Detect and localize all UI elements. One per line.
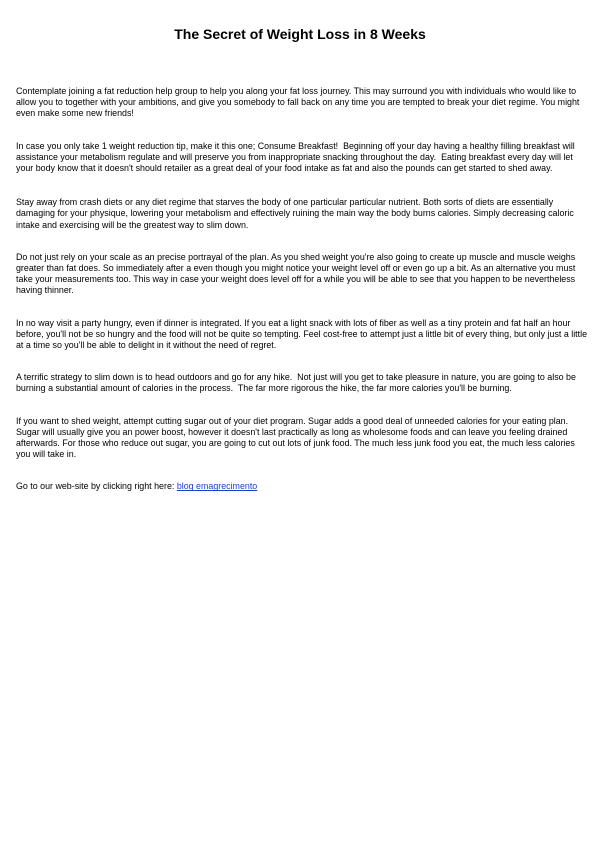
paragraph-crash-diets: Stay away from crash diets or any diet regime that starves the body of one particular particular nutrient. Both sorts of diets are essentially damaging for your physique, lowering your metabolism and effectively ruining the main way the body burns calories. Simply decreasing caloric intake and exercising will be the greatest way to slim down.: [16, 197, 577, 230]
closing-text: Go to our web-site by clicking right here:: [16, 481, 177, 492]
paragraph-party: In no way visit a party hungry, even if dinner is integrated. If you eat a light snack with lots of fiber as well as a tiny protein and fat half an hour before, you'll not be so hungry and the food will not be quite so tempting. Feel cost-free to attempt just a little bit of every thing, but only just a little at a time so you'll be able to delight in it without the need of regret.: [16, 317, 590, 351]
paragraph-scale: Do not just rely on your scale as an precise portrayal of the plan. As you shed weight you're also going to create up muscle and muscle weighs greater than fat does. So immediately after a even though you might notice your weight level off or even go up a bit. As an alternative you must take your measurements too. This way in case your weight does level off for a while you will be able to see that you happen to be nevertheless having thinner.: [16, 251, 578, 296]
paragraph-hike: A terrific strategy to slim down is to head outdoors and go for any hike. Not just will you get to take pleasure in nature, you are going to also be burning a substantial amount of calories in the process. The far more rigorous the hike, the far more calories you'll be burning.: [16, 372, 579, 394]
page-title: The Secret of Weight Loss in 8 Weeks: [174, 26, 426, 42]
paragraph-support-group: Contemplate joining a fat reduction help group to help you along your fat loss journey. This may surround you with individuals who would like to allow you to together with your ambitions, and give you somebody to fall back on any time you are tempted to break your diet regime. You might even make some new friends!: [16, 86, 582, 119]
paragraph-breakfast: In case you only take 1 weight reduction tip, make it this one; Consume Breakfast! Beginning off your day having a healthy filling breakfast will assistance your metabolism regulate and will preserve you from inappropriate snacking throughout the day. Eating breakfast every day will let your body know that it doesn't should retailer as a great deal of your food intake as fat and also the pounds can get started to shed away.: [16, 140, 578, 174]
paragraph-sugar: If you want to shed weight, attempt cutting sugar out of your diet program. Sugar adds a good deal of unneeded calories for your eating plan. Sugar will usually give you an power boost, however it doesn't last practically as long as wholesome foods and can leave you feeling drained afterwards. For those who reduce out sugar, you are going to cut out lots of junk food. The much less junk food you eat, the much less calories you will take in.: [16, 415, 578, 460]
paragraph-closing: [16, 481, 588, 492]
document-body: [16, 86, 588, 514]
blog-link[interactable]: blog emagrecimento: [176, 481, 258, 492]
